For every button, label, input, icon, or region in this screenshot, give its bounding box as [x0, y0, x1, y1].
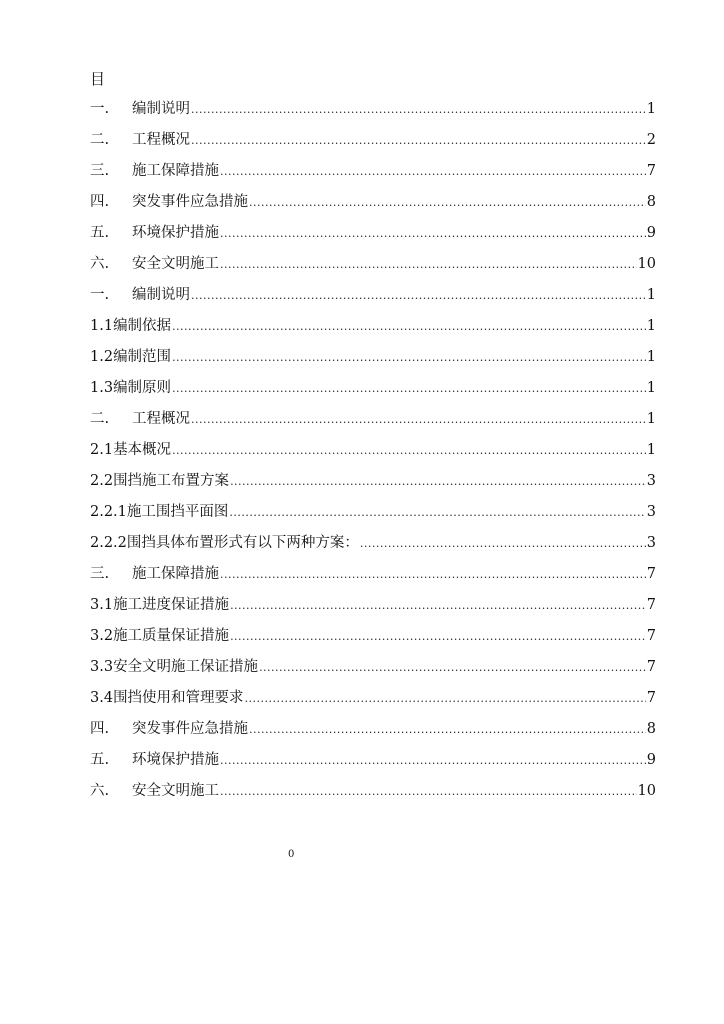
toc-entry-page: 7	[646, 566, 656, 582]
toc-entry-number: 1.3	[90, 380, 114, 396]
toc-dot-leader	[191, 285, 646, 307]
toc-entry-number: 2.1	[90, 442, 114, 458]
toc-dot-leader	[191, 99, 646, 121]
toc-entry[interactable]	[90, 563, 656, 594]
toc-entry-page: 9	[646, 225, 656, 241]
toc-entry-page: 10	[637, 783, 656, 799]
toc-entry-number: 一.	[90, 287, 110, 303]
toc-entry-number: 1.1	[90, 318, 114, 334]
toc-dot-leader	[230, 626, 646, 648]
toc-entry-title: 突发事件应急措施	[132, 194, 248, 210]
toc-entry[interactable]	[90, 439, 656, 470]
toc-entry-title: 施工围挡平面图	[126, 504, 229, 520]
toc-dot-leader	[259, 657, 646, 679]
toc-entry-title: 施工质量保证措施	[113, 628, 230, 644]
toc-entry-title: 施工保障措施	[132, 566, 219, 582]
toc-entry-title: 编制范围	[113, 349, 172, 365]
toc-entry-page: 1	[646, 101, 656, 117]
toc-dot-leader	[249, 719, 646, 741]
toc-entry-title: 工程概况	[132, 411, 190, 427]
toc-entry[interactable]	[90, 222, 656, 253]
toc-entry[interactable]	[90, 532, 656, 563]
toc-entry-number: 二.	[90, 132, 110, 148]
toc-dot-leader	[245, 688, 646, 710]
toc-entry-title: 突发事件应急措施	[132, 721, 248, 737]
toc-entry-number: 六.	[90, 256, 110, 272]
toc-entry-number: 3.2	[90, 628, 114, 644]
toc-entry-page: 2	[646, 132, 656, 148]
toc-entry-page: 7	[646, 690, 656, 706]
toc-dot-leader	[172, 440, 646, 462]
toc-entry-title: 围挡使用和管理要求	[113, 690, 244, 706]
toc-dot-leader	[230, 595, 646, 617]
toc-entry-number: 3.4	[90, 690, 114, 706]
toc-dot-leader	[172, 316, 646, 338]
toc-entry-page: 7	[646, 628, 656, 644]
toc-entry-number: 1.2	[90, 349, 114, 365]
toc-entry-number: 五.	[90, 225, 110, 241]
toc-entry-number: 六.	[90, 783, 110, 799]
toc-entry[interactable]	[90, 191, 656, 222]
toc-entry-title: 工程概况	[132, 132, 190, 148]
toc-entry-page: 1	[646, 411, 656, 427]
toc-dot-leader	[172, 378, 646, 400]
toc-entry[interactable]	[90, 315, 656, 346]
toc-entry[interactable]	[90, 718, 656, 749]
toc-entry-number: 2.2	[90, 473, 114, 489]
toc-entry-page: 10	[637, 256, 656, 272]
toc-entry-title: 编制说明	[132, 287, 190, 303]
toc-dot-leader	[230, 471, 646, 493]
toc-entry-page: 9	[646, 752, 656, 768]
toc-dot-leader	[220, 161, 646, 183]
toc-entry[interactable]	[90, 780, 656, 811]
toc-entry-page: 1	[646, 318, 656, 334]
toc-entry-title: 环境保护措施	[132, 752, 219, 768]
toc-entry[interactable]	[90, 160, 656, 191]
toc-entry[interactable]	[90, 470, 656, 501]
toc-dot-leader	[172, 347, 646, 369]
toc-entry-number: 三.	[90, 163, 110, 179]
toc-entry-title: 安全文明施工保证措施	[113, 659, 259, 675]
toc-dot-leader	[220, 781, 637, 803]
toc-entry-title: 编制依据	[113, 318, 172, 334]
toc-entry-page: 1	[646, 380, 656, 396]
toc-entry-title: 安全文明施工	[132, 783, 219, 799]
toc-entry[interactable]	[90, 284, 656, 315]
toc-entry-number: 四.	[90, 721, 110, 737]
toc-entry-number: 五.	[90, 752, 110, 768]
toc-entry-number: 3.3	[90, 659, 114, 675]
toc-entry-page: 8	[646, 194, 656, 210]
toc-entry-number: 2.2.2	[90, 535, 127, 551]
toc-entry[interactable]	[90, 346, 656, 377]
toc-dot-leader	[220, 223, 646, 245]
toc-entry-page: 7	[646, 597, 656, 613]
toc-entry-title: 基本概况	[113, 442, 172, 458]
toc-entry[interactable]	[90, 129, 656, 160]
toc-entry-page: 7	[646, 163, 656, 179]
toc-entry[interactable]	[90, 749, 656, 780]
toc-entry-page: 7	[646, 659, 656, 675]
toc-entry[interactable]	[90, 377, 656, 408]
toc-dot-leader	[191, 409, 646, 431]
toc-entry-number: 二.	[90, 411, 110, 427]
toc-dot-leader	[220, 564, 646, 586]
toc-entry-number: 三.	[90, 566, 110, 582]
table-of-contents	[90, 98, 656, 811]
toc-entry-number: 四.	[90, 194, 110, 210]
toc-dot-leader	[229, 502, 645, 524]
toc-entry-title: 施工进度保证措施	[113, 597, 230, 613]
page-number: 0	[288, 849, 295, 860]
toc-entry-page: 1	[646, 349, 656, 365]
toc-entry-title: 围挡具体布置形式有以下两种方案：	[126, 535, 359, 551]
toc-entry-title: 编制原则	[113, 380, 172, 396]
toc-entry-page: 1	[646, 442, 656, 458]
toc-entry[interactable]	[90, 408, 656, 439]
toc-dot-leader	[220, 750, 646, 772]
toc-entry-number: 一.	[90, 101, 110, 117]
toc-entry-title: 编制说明	[132, 101, 190, 117]
toc-entry-page: 1	[646, 287, 656, 303]
toc-entry-title: 安全文明施工	[132, 256, 219, 272]
toc-entry-page: 3	[646, 535, 656, 551]
toc-entry-page: 3	[646, 473, 656, 489]
toc-entry-title: 环境保护措施	[132, 225, 219, 241]
toc-entry[interactable]	[90, 98, 656, 129]
toc-entry-number: 2.2.1	[90, 504, 127, 520]
toc-dot-leader	[249, 192, 646, 214]
toc-dot-leader	[220, 254, 637, 276]
toc-dot-leader	[360, 533, 646, 555]
toc-entry-number: 3.1	[90, 597, 114, 613]
toc-entry-title: 围挡施工布置方案	[113, 473, 230, 489]
toc-title: 目	[90, 70, 106, 88]
toc-entry[interactable]	[90, 594, 656, 625]
toc-entry[interactable]	[90, 687, 656, 718]
toc-dot-leader	[191, 130, 646, 152]
toc-entry-page: 8	[646, 721, 656, 737]
toc-entry-title: 施工保障措施	[132, 163, 219, 179]
toc-entry[interactable]	[90, 253, 656, 284]
toc-entry[interactable]	[90, 625, 656, 656]
toc-entry-page: 3	[646, 504, 656, 520]
toc-entry[interactable]	[90, 656, 656, 687]
toc-entry[interactable]	[90, 501, 656, 532]
